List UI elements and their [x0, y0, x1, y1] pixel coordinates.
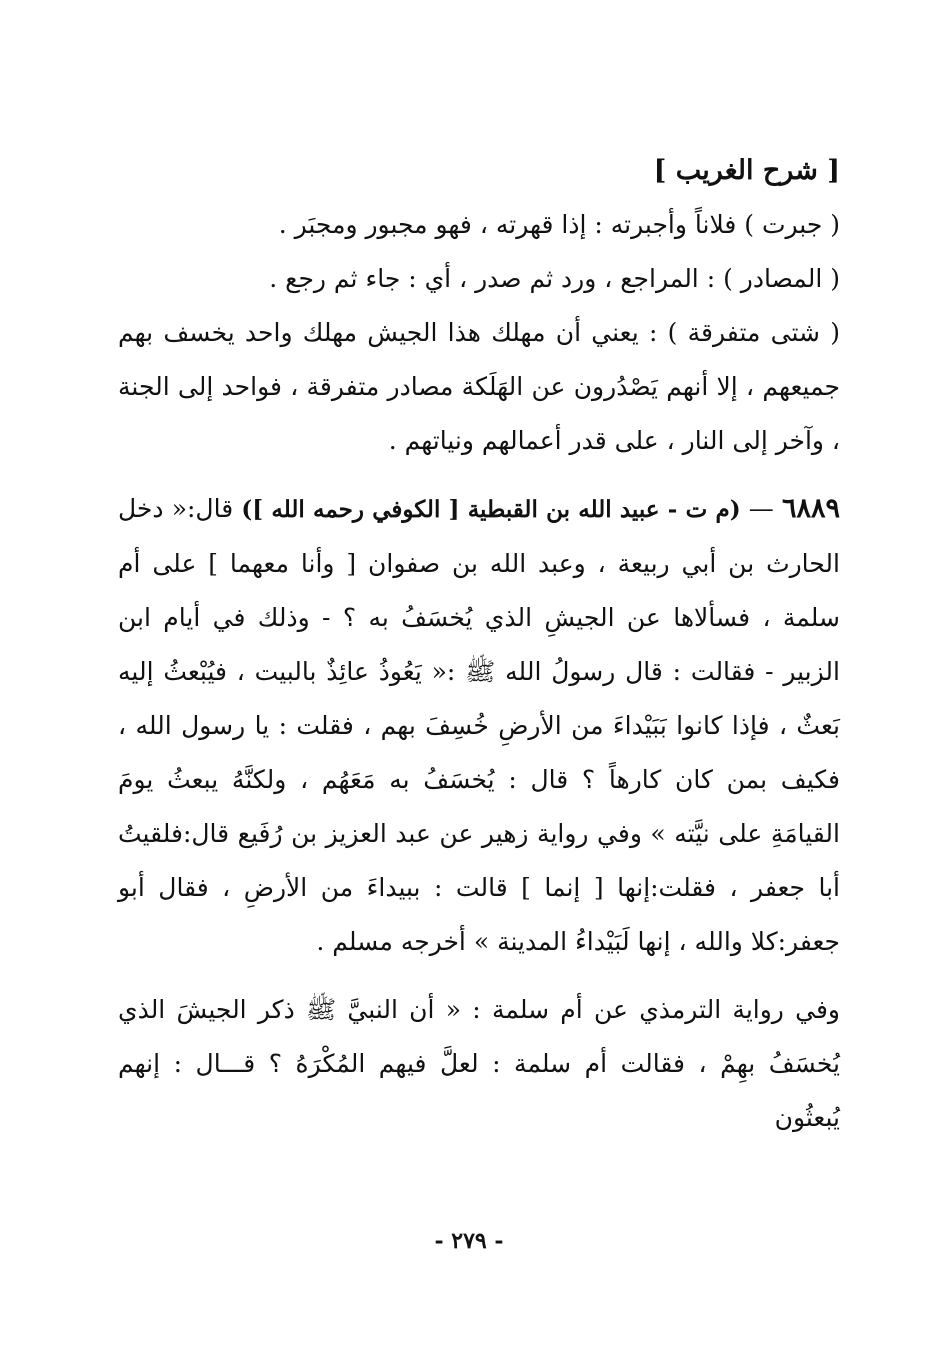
glossary-entry-jabart: ( جبرت ) فلاناً وأجبرته : إذا قهرته ، فهو مجبور ومجبَر . — [278, 210, 840, 239]
closing-paragraph: وفي رواية الترمذي عن أم سلمة : « أن النبيَّ ﷺ ذكر الجيشَ الذي يُخسَفُ بهِمْ ، فقالت أم سلمة : لعلَّ فيهم المُكْرَهُ ؟ قـــال : إنهم يُبعثُون — [118, 995, 840, 1132]
hadith-paragraph — [118, 482, 840, 969]
glossary-entry-masadir: ( المصادر ) : المراجع ، ورد ثم صدر ، أي : جاء ثم رجع . — [269, 264, 840, 293]
hadith-reference: (م ت - عبيد الله بن القبطية [ الكوفي رحمه الله ]) — [241, 496, 741, 523]
hadith-number: ٦٨٨٩ — [781, 493, 840, 524]
page-content — [118, 130, 840, 1145]
section-heading: [ شرح الغريب ] — [653, 155, 840, 186]
hadith-dash: — — [740, 494, 782, 523]
page-number: - ٢٧٩ - — [434, 1228, 504, 1254]
hadith-text: قال:« دخل الحارث بن أبي ربيعة ، وعبد الله بن صفوان [ وأنا معهما ] على أم سلمة ، فسألاها عن الجيشِ الذي يُخسَفُ به ؟ - وذلك في أيام ابن الزبير - فقالت : قال رسولُ الله ﷺ :« يَعُوذُ عائِذٌ بالبيت ، فيُبْعثُ إليه بَعثٌ ، فإذا كانوا بَبَيْداءَ من الأرضِ خُسِفَ بهم ، فقلت : يا رسول الله ، فكيف بمن كان كارهاً ؟ قال : يُخسَفُ به مَعَهُم ، ولكنَّهُ يبعثُ يومَ القيامَةِ على نيَّته » وفي رواية زهير عن عبد العزيز بن رُفَيع قال:فلقيتُ أبا جعفر ، فقلت:إنها [ إنما ] قالت : ببيداءَ من الأرضِ ، فقال أبو جعفر:كلا والله ، إنها لَبَيْداءُ المدينة » أخرجه مسلم . — [118, 494, 840, 956]
glossary-entry-shatta: ( شتى متفرقة ) : يعني أن مهلك هذا الجيش مهلك واحد يخسف بهم جميعهم ، إلا أنهم يَصْدُرون عن الهَلَكة مصادر متفرقة ، فواحد إلى الجنة ، وآخر إلى النار ، على قدر أعمالهم ونياتهم . — [118, 318, 840, 455]
